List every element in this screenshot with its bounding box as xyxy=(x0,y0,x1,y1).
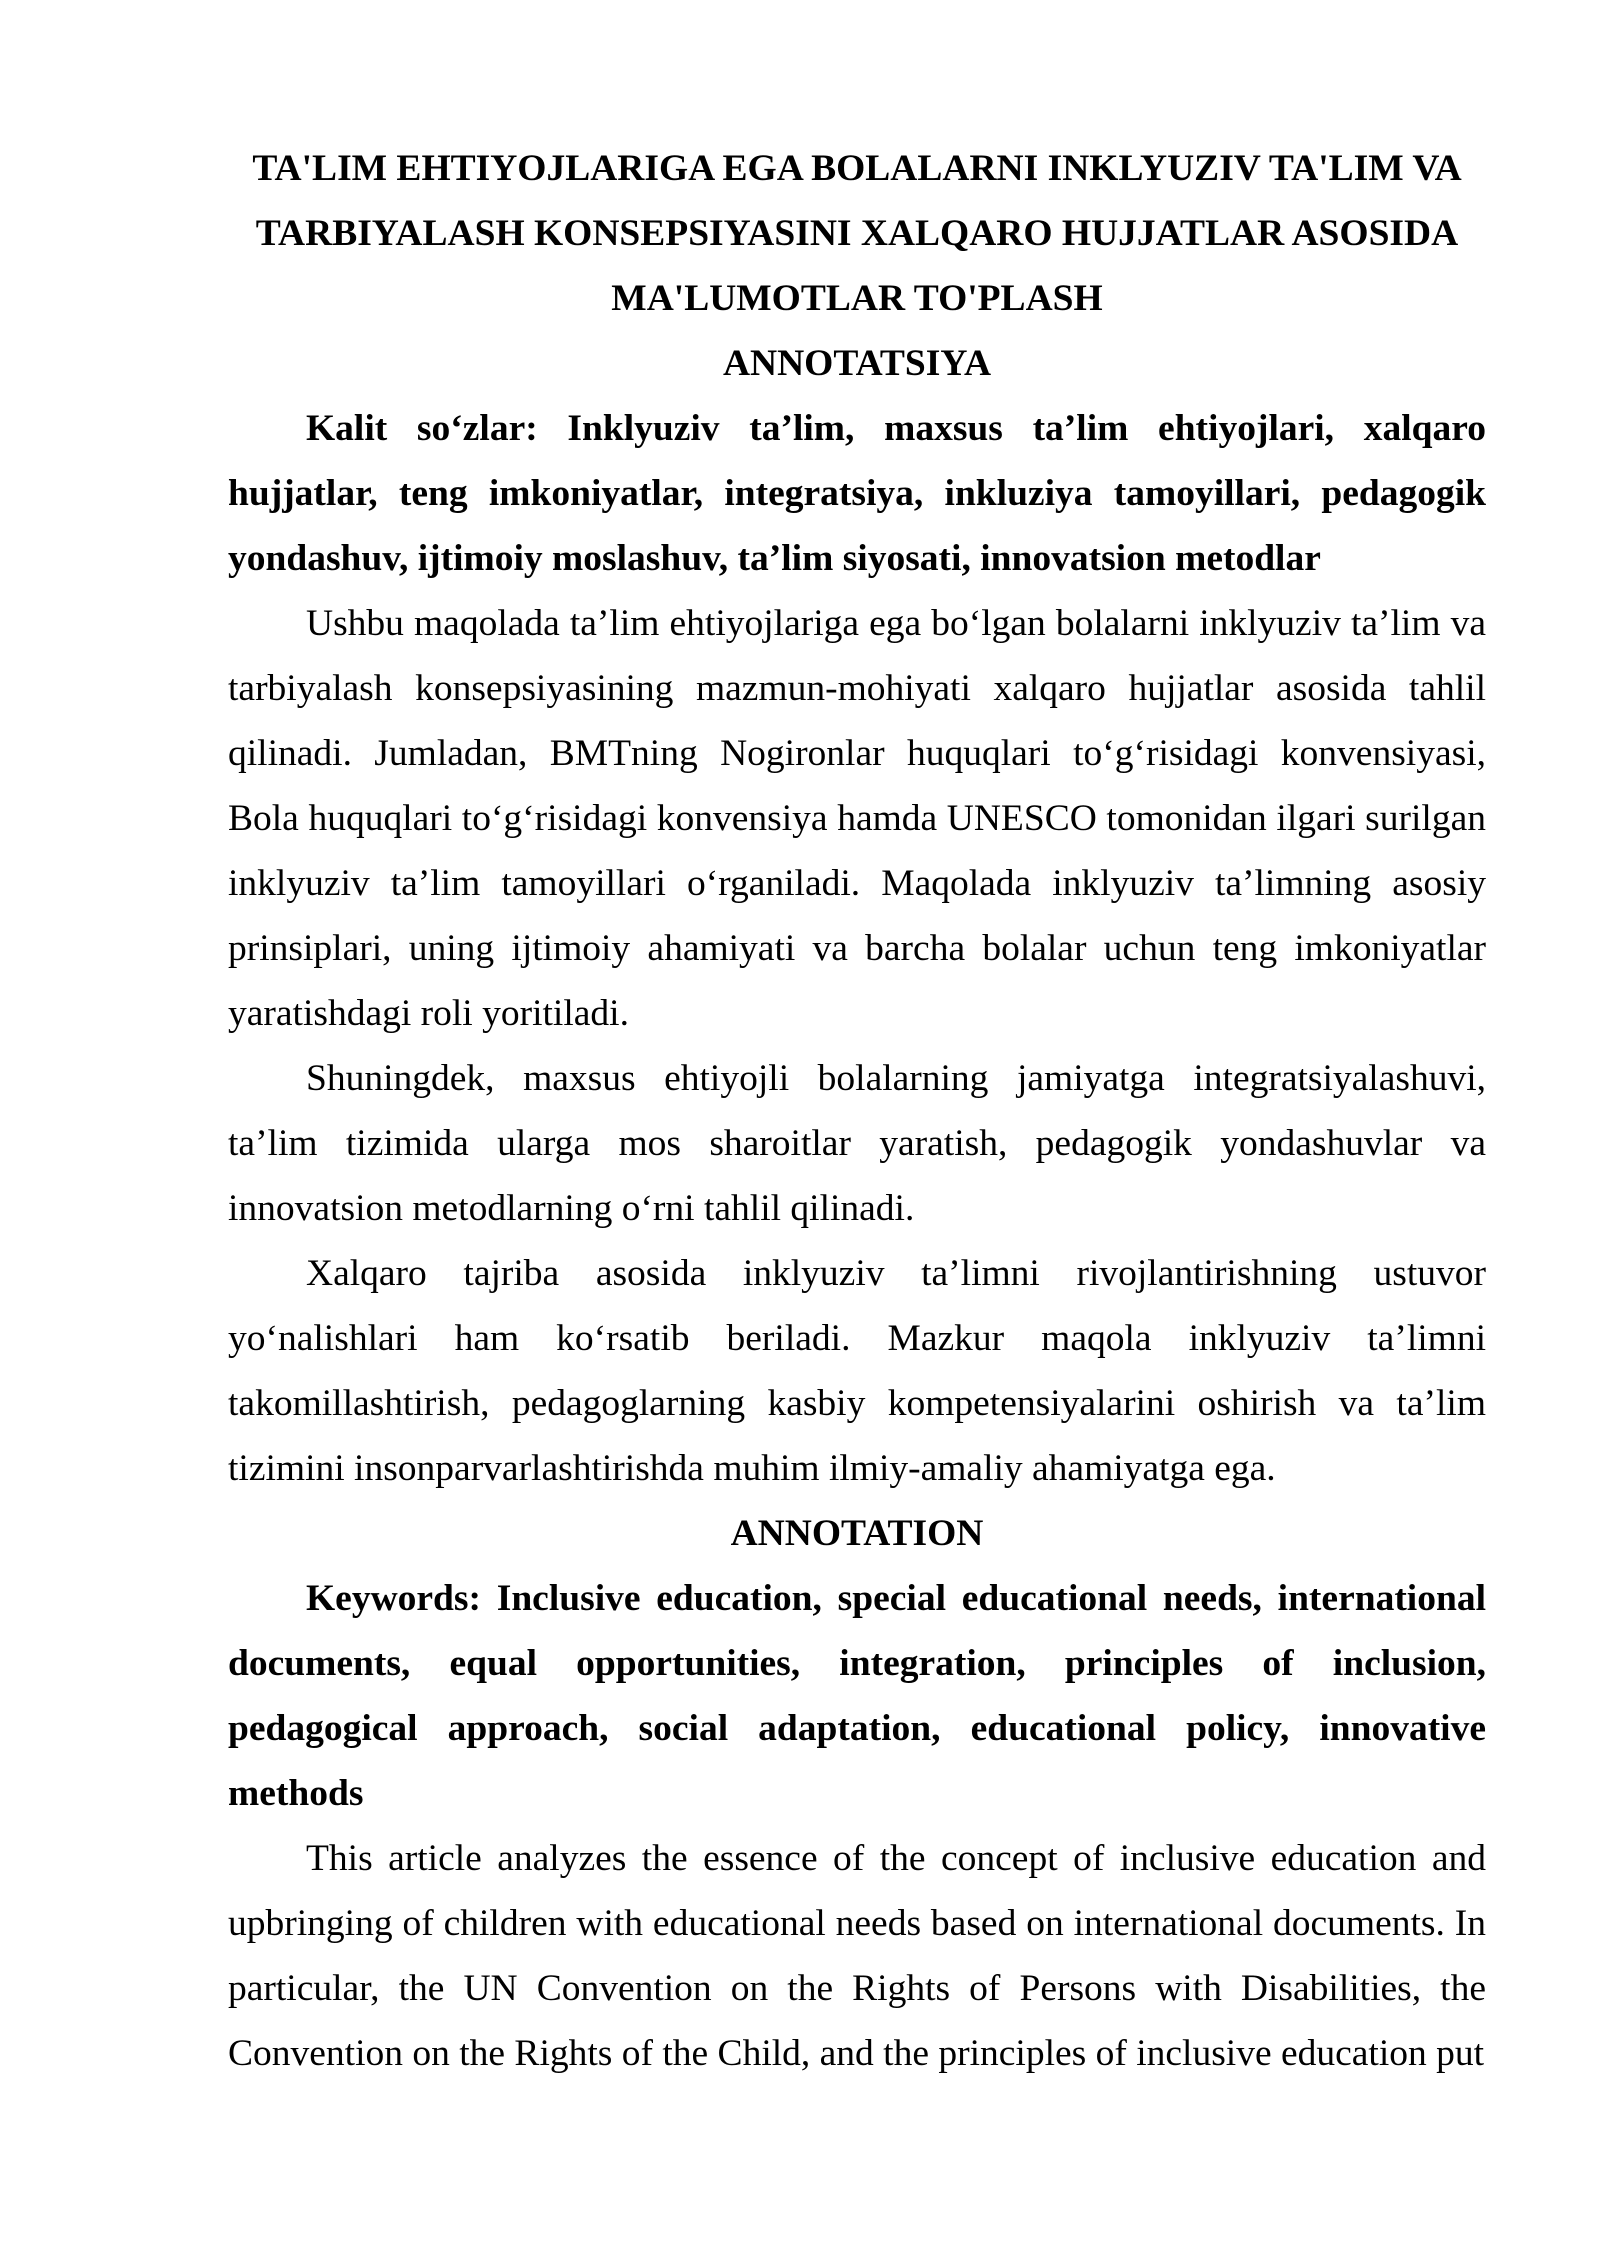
section-heading-annotation: ANNOTATION xyxy=(730,1513,984,1554)
document-title xyxy=(228,136,1486,331)
section-heading-annotatsiya: ANNOTATSIYA xyxy=(722,343,992,384)
title-line-1: TA'LIM EHTIYOJLARIGA EGA BOLALARNI INKLYUZIV TA'LIM VA xyxy=(252,148,1462,189)
paragraph-uz-3: Xalqaro tajriba asosida inklyuziv ta’limni rivojlantirishning ustuvor yoʻnalishlari ham koʻrsatib beriladi. Mazkur maqola inklyuziv ta’limni takomillashtirish, pedagoglarning kasbiy kompetensiyalarini oshirish va ta’lim tizimini insonparvarlashtirishda muhim ilmiy-amaliy ahamiyatga ega. xyxy=(228,1253,1486,1489)
paragraph-uz-2: Shuningdek, maxsus ehtiyojli bolalarning jamiyatga integratsiyalashuvi, ta’lim tizimida ularga mos sharoitlar yaratish, pedagogik yondashuvlar va innovatsion metodlarning oʻrni tahlil qilinadi. xyxy=(228,1058,1486,1229)
paragraph-uz-1: Ushbu maqolada ta’lim ehtiyojlariga ega boʻlgan bolalarni inklyuziv ta’lim va tarbiyalash konsepsiyasining mazmun-mohiyati xalqaro hujjatlar asosida tahlil qilinadi. Jumladan, BMTning Nogironlar huquqlari toʻgʻrisidagi konvensiyasi, Bola huquqlari toʻgʻrisidagi konvensiya hamda UNESCO tomonidan ilgari surilgan inklyuziv ta’lim tamoyillari oʻrganiladi. Maqolada inklyuziv ta’limning asosiy prinsiplari, uning ijtimoiy ahamiyati va barcha bolalar uchun teng imkoniyatlar yaratishdagi roli yoritiladi. xyxy=(228,603,1486,1034)
title-line-3: MA'LUMOTLAR TO'PLASH xyxy=(611,278,1103,319)
paragraph-en-1: This article analyzes the essence of the concept of inclusive education and upbringing of children with educational needs based on international documents. In particular, the UN Convention on the Rights of Persons with Disabilities, the Convention on the Rights of the Child, and the principles of inclusive education put xyxy=(228,1838,1486,2074)
keywords-uz: Kalit soʻzlar: Inklyuziv ta’lim, maxsus ta’lim ehtiyojlari, xalqaro hujjatlar, teng imkoniyatlar, integratsiya, inkluziya tamoyillari, pedagogik yondashuv, ijtimoiy moslashuv, ta’lim siyosati, innovatsion metodlar xyxy=(228,408,1486,579)
title-line-2: TARBIYALASH KONSEPSIYASINI XALQARO HUJJATLAR ASOSIDA xyxy=(255,213,1459,254)
keywords-en: Keywords: Inclusive education, special educational needs, international documents, equal opportunities, integration, principles of inclusion, pedagogical approach, social adaptation, educational policy, innovative methods xyxy=(228,1578,1486,1814)
